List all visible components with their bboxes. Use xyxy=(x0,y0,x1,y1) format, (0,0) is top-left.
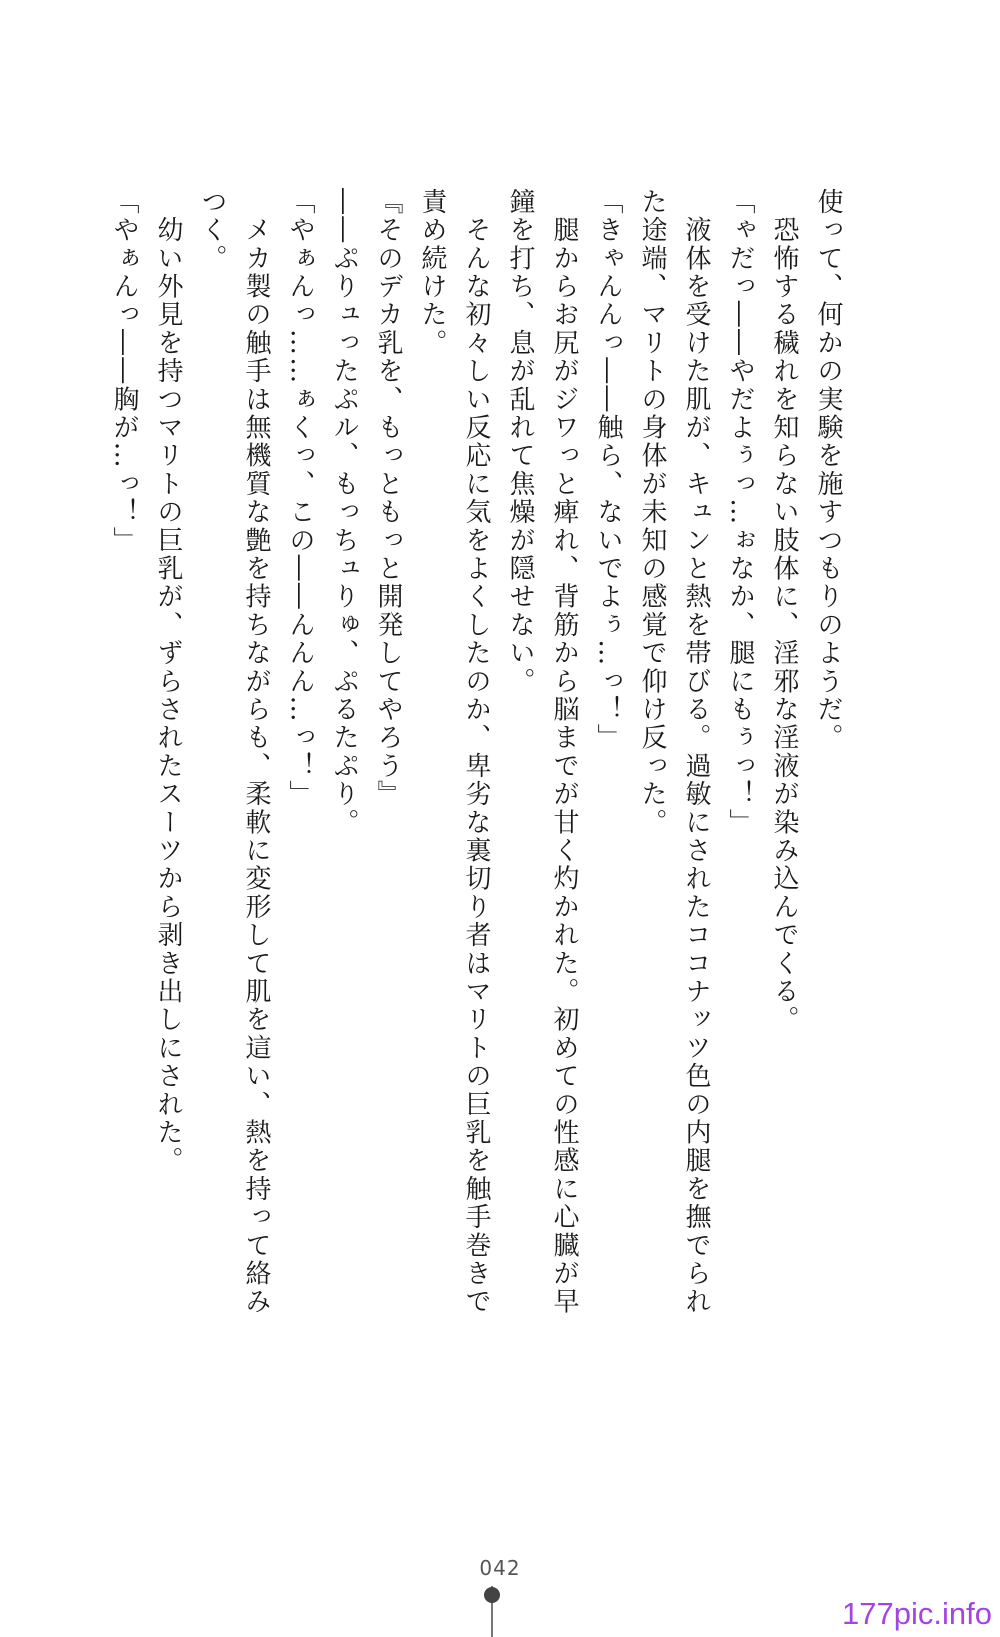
text-line: 「やぁんっ……ぁくっ、この――んんん…っ！」 xyxy=(285,188,315,809)
text-line: た途端、マリトの身体が未知の感覚で仰け反った。 xyxy=(637,188,667,837)
text-line: 液体を受けた肌が、キュンと熱を帯びる。過敏にされたココナッツ色の内腿を撫でられ xyxy=(681,188,711,1316)
text-line: 責め続けた。 xyxy=(417,188,447,358)
text-line: 「やぁんっ――胸が…っ！」 xyxy=(109,188,139,555)
text-line: 使って、何かの実験を施すつもりのようだ。 xyxy=(813,188,843,752)
text-line: 「きゃんんっ――触ら、ないでよぅ…っ！」 xyxy=(593,188,623,752)
watermark: 177pic.info xyxy=(842,1596,992,1631)
text-line: 鐘を打ち、息が乱れて焦燥が隠せない。 xyxy=(505,188,535,696)
text-line: 幼い外見を持つマリトの巨乳が、ずらされたスーツから剥き出しにされた。 xyxy=(153,188,183,1175)
text-line: 恐怖する穢れを知らない肢体に、淫邪な淫液が染み込んでくる。 xyxy=(769,188,799,1034)
page-number: 042 xyxy=(479,1556,521,1580)
text-line: そんな初々しい反応に気をよくしたのか、卑劣な裏切り者はマリトの巨乳を触手巻きで xyxy=(461,188,491,1316)
page-marker-dot-icon xyxy=(484,1587,500,1603)
text-line: 『そのデカ乳を、もっともっと開発してやろう』 xyxy=(373,188,403,809)
text-line: つく。 xyxy=(197,188,227,273)
body-text xyxy=(102,188,850,1358)
text-line: メカ製の触手は無機質な艶を持ちながらも、柔軟に変形して肌を這い、熱を持って絡み xyxy=(241,188,271,1316)
text-line: ――ぷりュったぷル、もっちュりゅ、ぷるたぷり。 xyxy=(329,188,359,837)
text-line: 「ゃだっ――やだよぅっ…ぉなか、腿にもぅっ！」 xyxy=(725,188,755,837)
text-line: 腿からお尻がジワっと痺れ、背筋から脳までが甘く灼かれた。初めての性感に心臓が早 xyxy=(549,188,579,1316)
